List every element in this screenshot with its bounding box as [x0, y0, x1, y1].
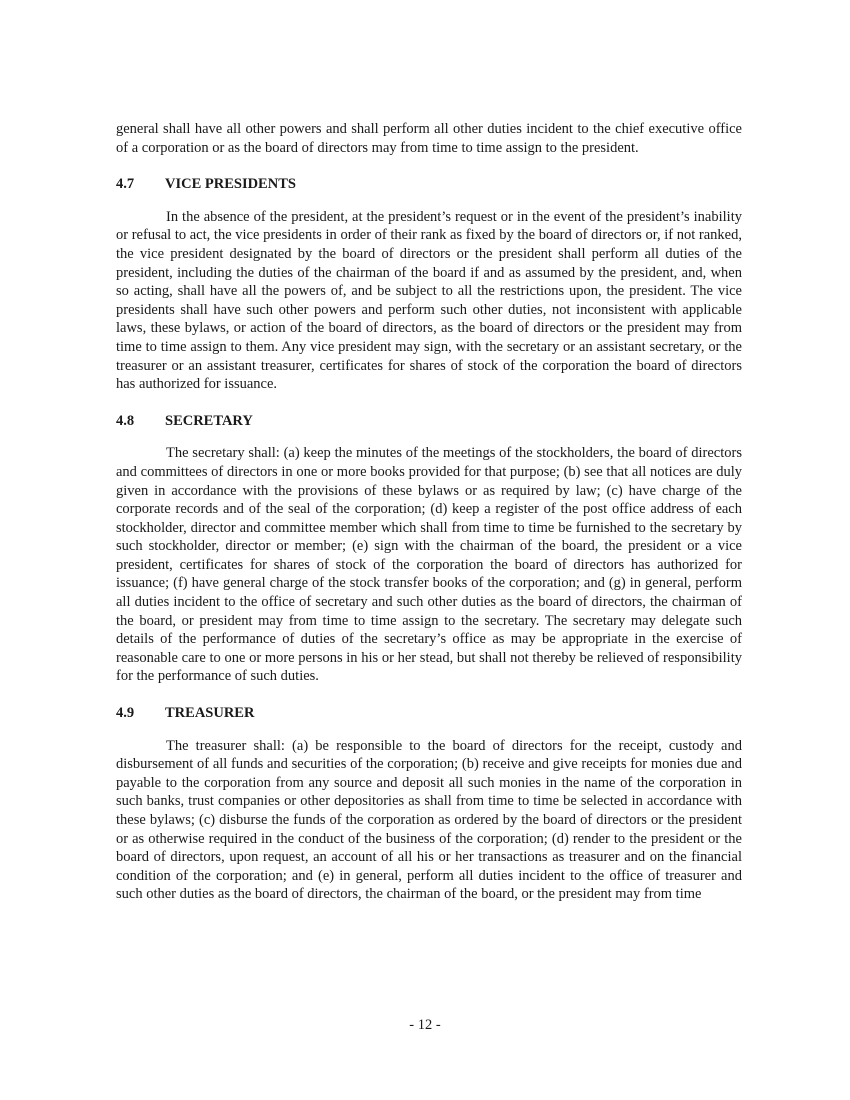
section-number: 4.7: [116, 176, 135, 193]
section-heading-4-7: [116, 175, 742, 194]
section-title: SECRETARY: [165, 412, 253, 429]
section-heading-4-8: [116, 412, 742, 431]
document-page: [116, 120, 742, 904]
section-title: TREASURER: [165, 705, 255, 722]
section-body-4-8: The secretary shall: (a) keep the minutes of the meetings of the stockholders, the board of directors and committees of directors in one or more books provided for that purpose; (b) see that all notices are duly given in accordance with the provisions of these bylaws or as required by law; (c) have charge of the corporate records and of the seal of the corporation; (d) keep a register of the post office address of each stockholder, director and committee member which shall from time to time be furnished to the secretary by such stockholder, director or member; (e) sign with the chairman of the board, the president or a vice president, certificates for shares of stock of the corporation the board of directors has authorized for issuance; (f) have general charge of the stock transfer books of the corporation; and (g) in general, perform all duties incident to the office of secretary and such other duties as the board of directors, the chairman of the board, or president may from time to time assign to the secretary. The secretary may delegate such details of the performance of duties of the secretary’s office as may be appropriate in the exercise of reasonable care to one or more persons in his or her stead, but shall not thereby be relieved of responsibility for the performance of such duties.: [116, 445, 742, 685]
section-number: 4.8: [116, 412, 135, 429]
continuation-paragraph: general shall have all other powers and shall perform all other duties incident to the chief executive office of a corporation or as the board of directors may from time to time assign to the president.: [116, 121, 742, 156]
section-number: 4.9: [116, 705, 135, 722]
section-body-4-7: In the absence of the president, at the president’s request or in the event of the president’s inability or refusal to act, the vice presidents in order of their rank as fixed by the board of directors or, if not ranked, the vice president designated by the board of directors or the president shall perform all duties of the president, including the duties of the chairman of the board if and as assumed by the president, and, when so acting, shall have all the powers of, and be subject to all the restrictions upon, the president. The vice presidents shall have such other powers and perform such other duties, not inconsistent with applicable laws, these bylaws, or action of the board of directors, as the board of directors or the president may from time to time assign to them. Any vice president may sign, with the secretary or an assistant secretary, or the treasurer or an assistant treasurer, certificates for shares of stock of the corporation the board of directors has authorized for issuance.: [116, 208, 742, 393]
page-number: - 12 -: [409, 1017, 441, 1033]
section-title: VICE PRESIDENTS: [165, 176, 296, 193]
section-heading-4-9: [116, 704, 742, 723]
section-body-4-9: The treasurer shall: (a) be responsible to the board of directors for the receipt, custody and disbursement of all funds and securities of the corporation; (b) receive and give receipts for monies due and payable to the corporation from any source and deposit all such monies in the name of the corporation in such banks, trust companies or other depositories as shall from time to time be selected in accordance with these bylaws; (c) disburse the funds of the corporation as ordered by the board of directors or the president or as otherwise required in the conduct of the business of the corporation; (d) render to the president or the board of directors, upon request, an account of all his or her transactions as treasurer and on the financial condition of the corporation; and (e) in general, perform all duties incident to the office of treasurer and such other duties as the board of directors, the chairman of the board, or the president may from time: [116, 737, 742, 903]
